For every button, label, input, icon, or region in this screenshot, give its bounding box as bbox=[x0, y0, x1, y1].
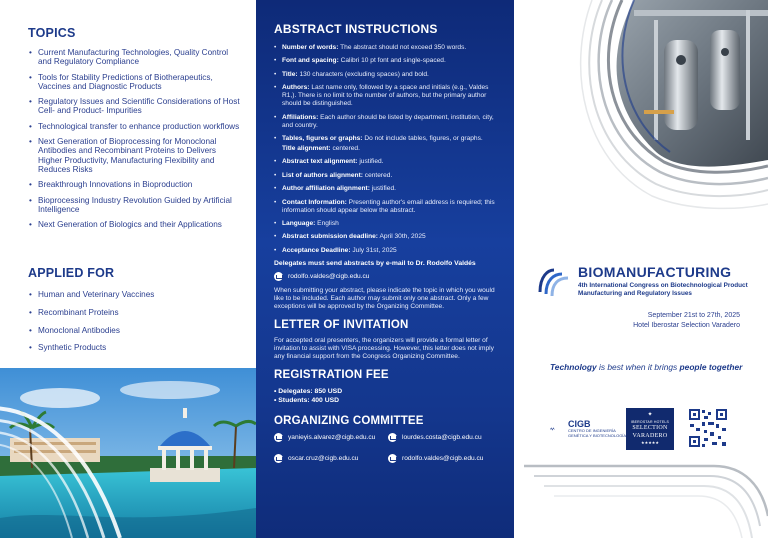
committee-email-link[interactable] bbox=[388, 433, 498, 442]
fee-delegates: • Delegates: 850 USD bbox=[274, 388, 343, 396]
abstract-note: When submitting your abstract, please indicate the topic in which you would like to be included. Each author may submit only one abstract. Only a few exceptions will be approved by the Organizing Committee. bbox=[274, 287, 495, 311]
abstract-item-text: Calibri 10 pt font and single-spaced. bbox=[338, 57, 446, 65]
applied-list bbox=[28, 290, 240, 361]
abstract-item-label: Font and spacing: bbox=[282, 57, 339, 65]
abstract-item-text: Last name only, followed by a space and initials (e.g., Valdes R1,). There is no limit to the number of authors, but the primary author should be distinguished. bbox=[282, 84, 489, 108]
committee-email-link[interactable] bbox=[274, 433, 388, 442]
applied-item: • Human and Veterinary Vaccines bbox=[28, 290, 240, 299]
tagline-people: people together bbox=[679, 362, 743, 372]
committee-email[interactable]: rodolfo.valdes@cigb.edu.cu bbox=[402, 455, 484, 463]
abstract-item-label: Language: bbox=[282, 219, 316, 227]
abstract-item-label: Acceptance Deadline: bbox=[282, 246, 351, 254]
iberostar-line1: SELECTION bbox=[632, 425, 668, 431]
abstract-item-label: Contact Information: bbox=[282, 198, 347, 206]
left-panel bbox=[0, 0, 256, 538]
event-venue: Hotel Iberostar Selection Varadero bbox=[633, 322, 740, 329]
abstract-item-text: centered. bbox=[330, 144, 360, 152]
abstract-item-text: justified. bbox=[369, 185, 396, 193]
cigb-fullname: CENTRO DE INGENIERÍA GENÉTICA Y BIOTECNOLOGÍA bbox=[568, 428, 627, 438]
abstract-item-label: Affiliations: bbox=[282, 113, 319, 121]
topic-item: • Bioprocessing Industry Revolution Guided by Artificial Intelligence bbox=[28, 196, 240, 215]
abstract-item bbox=[274, 57, 498, 65]
abstract-item-text: April 30th, 2025 bbox=[378, 233, 426, 241]
abstract-item-text: Do not include tables, figures, or graphs. bbox=[362, 134, 483, 142]
abstract-item-label: List of authors alignment: bbox=[282, 171, 363, 179]
committee-email-link[interactable] bbox=[388, 454, 498, 463]
applied-item: • Monoclonal Antibodies bbox=[28, 326, 240, 335]
topic-item: • Next Generation of Biologics and their Applications bbox=[28, 220, 240, 229]
committee-email[interactable]: lourdes.costa@cigb.edu.cu bbox=[402, 434, 482, 442]
iberostar-stars: ★★★★★ bbox=[641, 440, 659, 445]
mail-icon bbox=[274, 454, 283, 463]
abstract-item bbox=[274, 185, 498, 193]
abstract-item-text: July 31st, 2025 bbox=[350, 246, 397, 254]
abstract-item bbox=[274, 114, 498, 130]
applied-item: • Recombinant Proteins bbox=[28, 308, 240, 317]
biomanufacturing-logo-icon bbox=[536, 266, 570, 298]
middle-panel bbox=[256, 0, 514, 538]
abstract-item bbox=[274, 44, 498, 52]
topic-item: • Current Manufacturing Technologies, Quality Control and Regulatory Compliance bbox=[28, 48, 240, 67]
topic-item: • Tools for Stability Predictions of Biotherapeutics, Vaccines and Diagnostic Products bbox=[28, 73, 240, 92]
cigb-logo-icon bbox=[550, 418, 568, 442]
iberostar-small: IBEROSTAR HOTELS bbox=[630, 420, 670, 424]
send-to-text: Delegates must send abstracts by e-mail to Dr. Rodolfo Valdés bbox=[274, 260, 476, 268]
event-dates: September 21st to 27th, 2025 bbox=[647, 312, 740, 319]
abstract-item bbox=[274, 220, 498, 228]
fee-title: REGISTRATION FEE bbox=[274, 369, 389, 382]
abstract-title: ABSTRACT INSTRUCTIONS bbox=[274, 22, 438, 36]
abstract-item bbox=[274, 172, 498, 180]
topics-list bbox=[28, 48, 240, 229]
applied-title: APPLIED FOR bbox=[28, 266, 115, 280]
committee-email-link[interactable] bbox=[274, 454, 388, 463]
topics-section bbox=[28, 26, 240, 235]
tagline-middle: is best when it brings bbox=[596, 362, 680, 372]
abstract-item-text: English bbox=[315, 219, 339, 227]
abstract-item-label: Abstract submission deadline: bbox=[282, 233, 378, 241]
mail-icon bbox=[388, 454, 397, 463]
qr-code-icon[interactable] bbox=[688, 408, 728, 448]
event-info bbox=[633, 311, 740, 331]
abstract-item-label: Number of words: bbox=[282, 44, 339, 51]
committee-title: ORGANIZING COMMITTEE bbox=[274, 415, 424, 428]
abstract-item-label: Title: bbox=[282, 70, 298, 78]
event-subtitle: 4th International Congress on Biotechnological Product Manufacturing and Regulatory Issues bbox=[578, 282, 748, 297]
topic-item: • Regulatory Issues and Scientific Considerations of Host Cell- and Product- Impurities bbox=[28, 97, 240, 116]
abstract-item bbox=[274, 199, 498, 215]
abstract-email[interactable]: rodolfo.valdes@cigb.edu.cu bbox=[288, 273, 370, 281]
iberostar-line2: VARADERO bbox=[632, 432, 668, 439]
abstract-list bbox=[274, 44, 498, 255]
abstract-item-label: Tables, figures or graphs: bbox=[282, 134, 363, 142]
abstract-item-label: Title alignment: bbox=[282, 144, 331, 152]
mail-icon bbox=[388, 433, 397, 442]
invitation-text: For accepted oral presenters, the organizers will provide a formal letter of invitation to assist with VISA processing. However, this letter does not imply any financial support from the Congress Organizing Committee. bbox=[274, 337, 494, 361]
decorative-waves bbox=[514, 456, 768, 538]
fee-students: • Students: 400 USD bbox=[274, 397, 340, 405]
abstract-item bbox=[274, 158, 498, 166]
cigb-name: CIGB bbox=[568, 419, 591, 429]
abstract-item-label: Authors: bbox=[282, 84, 310, 92]
mail-icon bbox=[274, 272, 283, 281]
applied-item: • Synthetic Products bbox=[28, 343, 240, 352]
abstract-item bbox=[274, 233, 498, 241]
abstract-item-label: Abstract text alignment: bbox=[282, 158, 358, 166]
abstract-item bbox=[274, 247, 498, 255]
invitation-title: LETTER OF INVITATION bbox=[274, 319, 409, 332]
bioreactor-photo bbox=[514, 0, 768, 220]
abstract-item-text: The abstract should not exceed 350 words. bbox=[338, 44, 467, 51]
abstract-item-text: Presenting author's email address is required; this information should appear below the abstract. bbox=[282, 198, 495, 214]
star-icon: ✦ bbox=[647, 412, 653, 418]
abstract-item-text: centered. bbox=[362, 171, 393, 179]
abstract-item-text: 130 characters (excluding spaces) and bold. bbox=[297, 70, 429, 78]
tagline-technology: Technology bbox=[550, 362, 597, 372]
topic-item: • Next Generation of Bioprocessing for Monoclonal Antibodies and Recombinant Proteins to Delivers Higher Productivity, Manufacturing Flexibility and Reduces Risks bbox=[28, 137, 240, 174]
event-name: BIOMANUFACTURING bbox=[578, 264, 732, 280]
iberostar-logo bbox=[626, 408, 674, 450]
abstract-item-text: Each author should be listed by department, institution, city, and country. bbox=[282, 113, 494, 129]
committee-email[interactable]: oscar.cruz@cigb.edu.cu bbox=[288, 455, 359, 463]
mail-icon bbox=[274, 433, 283, 442]
topic-item: • Breakthrough Innovations in Bioproduction bbox=[28, 180, 240, 189]
right-panel bbox=[514, 0, 768, 538]
abstract-email-link[interactable] bbox=[274, 272, 498, 281]
abstract-item bbox=[274, 145, 498, 153]
abstract-section bbox=[274, 22, 498, 469]
committee-emails bbox=[274, 433, 498, 469]
abstract-item-label: Author affiliation alignment: bbox=[282, 185, 370, 193]
abstract-item-text: justified. bbox=[357, 158, 384, 166]
abstract-item bbox=[274, 84, 498, 108]
topics-title: TOPICS bbox=[28, 26, 76, 40]
abstract-item bbox=[274, 71, 498, 79]
tagline bbox=[550, 362, 742, 372]
resort-photo bbox=[0, 368, 256, 538]
abstract-item bbox=[274, 135, 498, 143]
committee-email[interactable]: yanieyis.alvarez@cigb.edu.cu bbox=[288, 434, 376, 442]
topic-item: • Technological transfer to enhance production workflows bbox=[28, 122, 240, 131]
